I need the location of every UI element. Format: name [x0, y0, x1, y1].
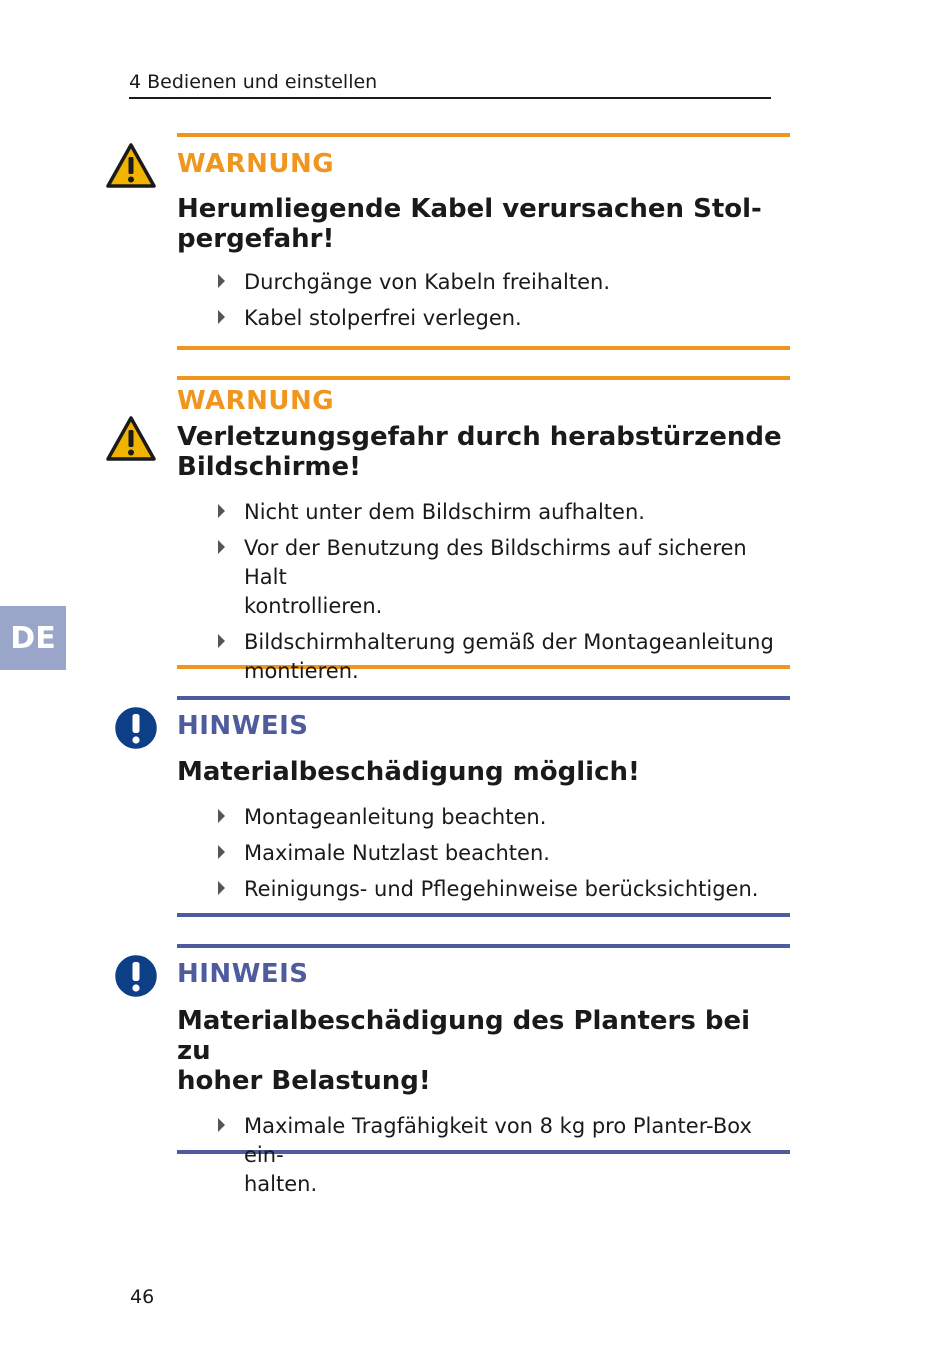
- signal-word: WARNUNG: [177, 386, 335, 416]
- list-item: Maximale Nutzlast beachten.: [177, 839, 790, 868]
- bullet-arrow-icon: [218, 504, 225, 518]
- bullet-arrow-icon: [218, 634, 225, 648]
- instruction-list: [177, 803, 790, 904]
- list-item: Bildschirmhalterung gemäß der Montageanleitung montieren.: [177, 628, 790, 686]
- signal-word: HINWEIS: [177, 959, 309, 989]
- notice-title: Materialbeschädigung des Planters bei zu hoher Belastung!: [177, 1006, 751, 1096]
- signal-word: WARNUNG: [177, 149, 335, 179]
- warning-title: Verletzungsgefahr durch herabstürzende Bildschirme!: [177, 422, 782, 482]
- list-item: Vor der Benutzung des Bildschirms auf sicheren Halt kontrollieren.: [177, 534, 790, 621]
- notice-icon: [113, 953, 159, 999]
- running-header: [129, 70, 771, 99]
- language-tab-label: DE: [10, 620, 56, 656]
- notice-box-planter: [177, 944, 790, 1196]
- instruction-list: [177, 268, 790, 333]
- warning-title: Herumliegende Kabel verursachen Stol- pergefahr!: [177, 194, 762, 254]
- bullet-arrow-icon: [218, 274, 225, 288]
- language-tab: [0, 606, 66, 670]
- list-item: Montageanleitung beachten.: [177, 803, 790, 832]
- list-item: Nicht unter dem Bildschirm aufhalten.: [177, 498, 790, 527]
- signal-word: HINWEIS: [177, 711, 309, 741]
- bullet-arrow-icon: [218, 310, 225, 324]
- chapter-title: 4 Bedienen und einstellen: [129, 71, 378, 93]
- warning-icon: [105, 415, 157, 462]
- bullet-arrow-icon: [218, 1118, 225, 1132]
- warning-icon: [105, 142, 157, 189]
- warning-box-screens: [177, 376, 790, 683]
- notice-title: Materialbeschädigung möglich!: [177, 757, 640, 787]
- bullet-arrow-icon: [218, 881, 225, 895]
- notice-box-damage: [177, 696, 790, 917]
- bullet-arrow-icon: [218, 845, 225, 859]
- page-number: 46: [130, 1286, 155, 1308]
- list-item: Reinigungs- und Pflegehinweise berücksichtigen.: [177, 875, 790, 904]
- instruction-list: [177, 1112, 790, 1199]
- instruction-list: [177, 498, 790, 686]
- list-item: Durchgänge von Kabeln freihalten.: [177, 268, 790, 297]
- list-item: Kabel stolperfrei verlegen.: [177, 304, 790, 333]
- bullet-arrow-icon: [218, 809, 225, 823]
- warning-box-cables: [177, 133, 790, 350]
- bullet-arrow-icon: [218, 540, 225, 554]
- notice-icon: [113, 705, 159, 751]
- list-item: Maximale Tragfähigkeit von 8 kg pro Planter-Box ein- halten.: [177, 1112, 790, 1199]
